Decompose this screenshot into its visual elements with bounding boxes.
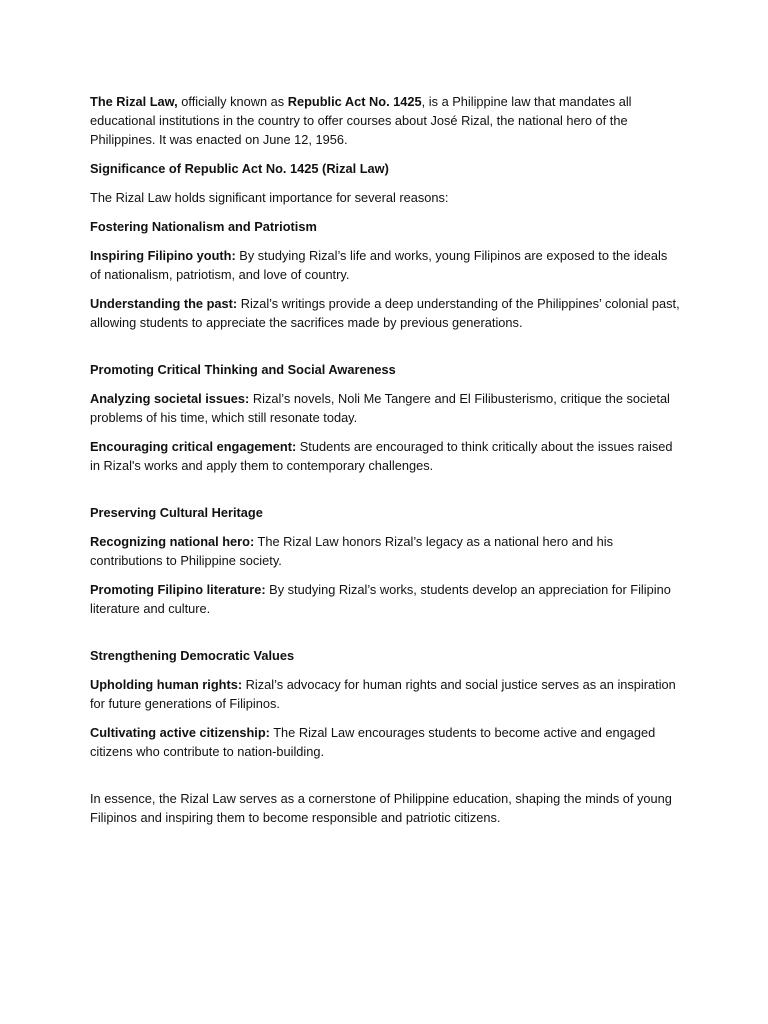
- conclusion-paragraph: In essence, the Rizal Law serves as a cornerstone of Philippine education, shaping the minds of young Filipinos and inspiring them to become responsible and patriotic citizens.: [90, 791, 672, 825]
- item-bold-label: Upholding human rights:: [90, 677, 243, 692]
- section-heading-critical-thinking: Promoting Critical Thinking and Social Awareness: [90, 362, 396, 377]
- section-item: [90, 389, 680, 427]
- item-text: Rizal’s advocacy for human rights and social justice serves as an inspiration for future generations of Filipinos.: [90, 677, 676, 711]
- section-heading-nationalism: Fostering Nationalism and Patriotism: [90, 219, 317, 234]
- intro-bold-act: Republic Act No. 1425: [287, 94, 422, 109]
- document-page: [90, 92, 680, 837]
- item-bold-label: Cultivating active citizenship:: [90, 725, 270, 740]
- item-bold-label: Understanding the past:: [90, 296, 238, 311]
- item-text: By studying Rizal’s works, students develop an appreciation for Filipino literature and culture.: [90, 582, 671, 616]
- intro-bold-title: The Rizal Law,: [90, 94, 178, 109]
- section-item: [90, 580, 680, 618]
- section-item: [90, 294, 680, 332]
- item-bold-label: Promoting Filipino literature:: [90, 582, 266, 597]
- item-bold-label: Recognizing national hero:: [90, 534, 255, 549]
- section-item: [90, 723, 680, 761]
- item-text: The Rizal Law encourages students to become active and engaged citizens who contribute to nation-building.: [90, 725, 656, 759]
- section-heading-democratic-values: Strengthening Democratic Values: [90, 648, 295, 663]
- intro-text-1: officially known as: [177, 94, 288, 109]
- item-bold-label: Encouraging critical engagement:: [90, 439, 297, 454]
- intro-text-2: , is a Philippine law that mandates all educational institutions in the country to offer courses about José Rizal, the national hero of the Philippines. It was enacted on June 12, 1956.: [90, 94, 632, 147]
- intro-paragraph: [90, 92, 680, 149]
- significance-text: The Rizal Law holds significant importance for several reasons:: [90, 190, 449, 205]
- section-item: [90, 437, 680, 475]
- item-text: Rizal’s writings provide a deep understanding of the Philippines’ colonial past, allowing students to appreciate the sacrifices made by previous generations.: [90, 296, 680, 330]
- section-heading-cultural-heritage: Preserving Cultural Heritage: [90, 505, 263, 520]
- item-text: The Rizal Law honors Rizal’s legacy as a national hero and his contributions to Philippine society.: [90, 534, 613, 568]
- item-text: Students are encouraged to think critically about the issues raised in Rizal's works and apply them to contemporary challenges.: [90, 439, 673, 473]
- section-item: [90, 246, 680, 284]
- item-bold-label: Inspiring Filipino youth:: [90, 248, 236, 263]
- section-item: [90, 675, 680, 713]
- item-text: Rizal’s novels, Noli Me Tangere and El Filibusterismo, critique the societal problems of his time, which still resonate today.: [90, 391, 670, 425]
- item-text: By studying Rizal’s life and works, young Filipinos are exposed to the ideals of nationalism, patriotism, and love of country.: [90, 248, 668, 282]
- item-bold-label: Analyzing societal issues:: [90, 391, 250, 406]
- section-item: [90, 532, 680, 570]
- significance-heading: Significance of Republic Act No. 1425 (Rizal Law): [90, 161, 389, 176]
